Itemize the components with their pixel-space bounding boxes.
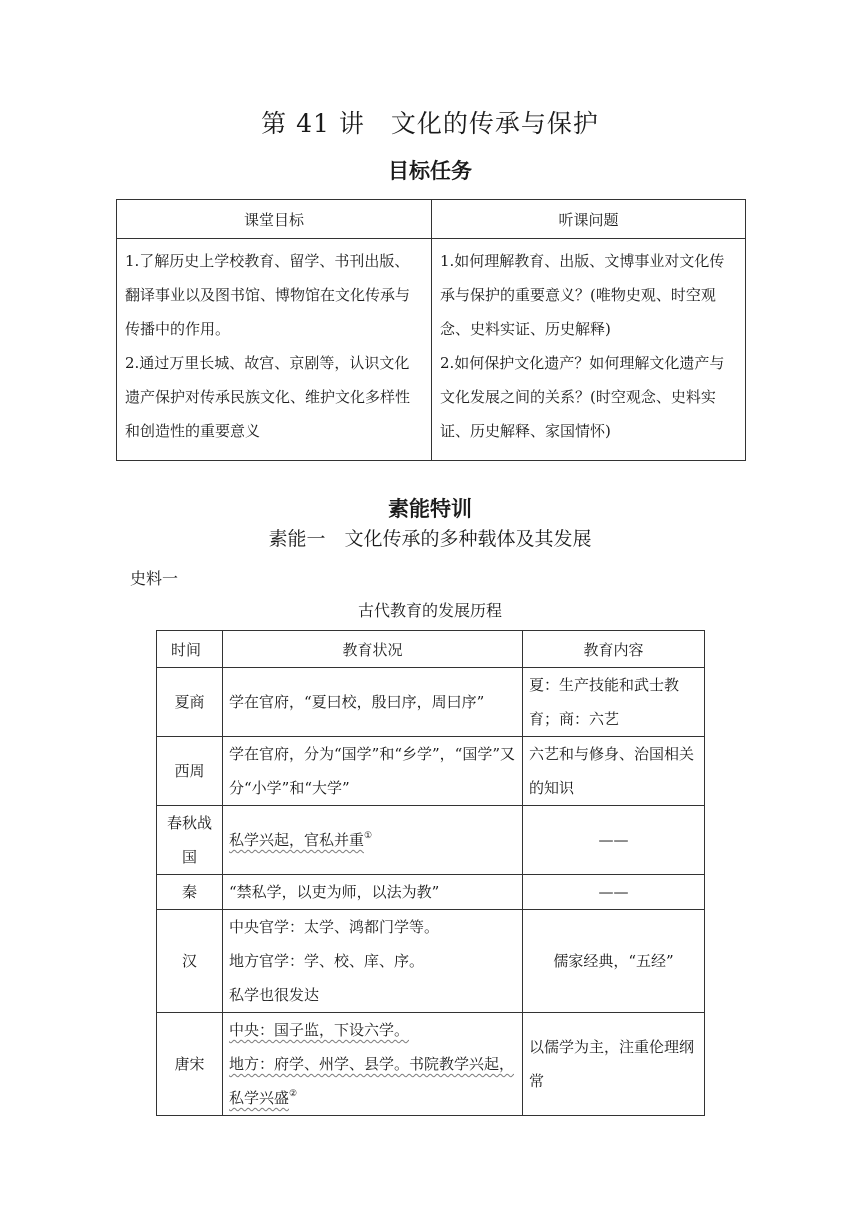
content-cell: 夏：生产技能和武士教育；商：六艺 — [523, 668, 705, 737]
status-line: 地方官学：学、校、庠、序。 — [229, 952, 425, 970]
time-cell: 唐宋 — [157, 1013, 223, 1116]
source-label: 史料一 — [130, 569, 179, 588]
status-cell — [223, 1013, 523, 1116]
goals-cell-left — [117, 239, 432, 461]
column-header-content: 教育内容 — [523, 631, 705, 668]
content-cell: 六艺和与修身、治国相关的知识 — [523, 737, 705, 806]
goals-table — [116, 199, 746, 461]
time-cell: 夏商 — [157, 668, 223, 737]
table-caption: 古代教育的发展历程 — [357, 601, 502, 620]
content-cell: 以儒学为主，注重伦理纲常 — [523, 1013, 705, 1116]
time-cell: 秦 — [157, 875, 223, 910]
table-row — [157, 668, 705, 737]
content-cell: —— — [523, 806, 705, 875]
status-cell: “禁私学，以吏为师，以法为教” — [223, 875, 523, 910]
goals-header-left: 课堂目标 — [117, 200, 432, 239]
table-row — [157, 806, 705, 875]
underlined-text: 私学兴起，官私并重 — [229, 831, 365, 849]
status-line: 中央官学：太学、鸿都门学等。 — [229, 918, 440, 936]
section-heading-goals: 目标任务 — [388, 159, 472, 183]
table-row — [157, 875, 705, 910]
status-cell: 学在官府，分为“国学”和“乡学”，“国学”又分“小学”和“大学” — [223, 737, 523, 806]
content-cell: 儒家经典，“五经” — [523, 910, 705, 1013]
table-row — [157, 910, 705, 1013]
footnote-mark: ② — [289, 1089, 298, 1099]
table-row — [157, 1013, 705, 1116]
question-item: 2.如何保护文化遗产？如何理解文化遗产与文化发展之间的关系？(时空观念、史料实证、历史解释、家国情怀) — [440, 354, 725, 440]
column-header-time: 时间 — [157, 631, 223, 668]
time-cell: 春秋战国 — [157, 806, 223, 875]
section-heading-training: 素能特训 — [388, 497, 472, 521]
content-cell: —— — [523, 875, 705, 910]
goals-cell-right — [432, 239, 746, 461]
status-cell — [223, 910, 523, 1013]
time-cell: 汉 — [157, 910, 223, 1013]
lecture-title: 第 41 讲 文化的传承与保护 — [261, 109, 599, 138]
underlined-text: 地方：府学、州学、县学。书院教学兴起，私学兴盛 — [229, 1055, 515, 1107]
table-row — [157, 737, 705, 806]
status-cell — [223, 806, 523, 875]
goal-item: 1.了解历史上学校教育、留学、书刊出版、翻译事业以及图书馆、博物馆在文化传承与传播中的作用。 — [125, 252, 411, 338]
time-cell: 西周 — [157, 737, 223, 806]
column-header-status: 教育状况 — [223, 631, 523, 668]
underlined-text: 中央：国子监，下设六学。 — [229, 1021, 410, 1039]
footnote-mark: ① — [364, 831, 373, 841]
status-cell: 学在官府，“夏曰校，殷曰序，周曰序” — [223, 668, 523, 737]
goals-header-right: 听课问题 — [432, 200, 746, 239]
question-item: 1.如何理解教育、出版、文博事业对文化传承与保护的重要意义？(唯物史观、时空观念、史料实证、历史解释) — [440, 252, 725, 338]
status-line: 私学也很发达 — [229, 986, 320, 1004]
subsection-heading: 素能一 文化传承的多种载体及其发展 — [268, 528, 592, 550]
education-history-table — [156, 630, 705, 1116]
goal-item: 2.通过万里长城、故宫、京剧等，认识文化遗产保护对传承民族文化、维护文化多样性和创造性的重要意义 — [125, 354, 411, 440]
